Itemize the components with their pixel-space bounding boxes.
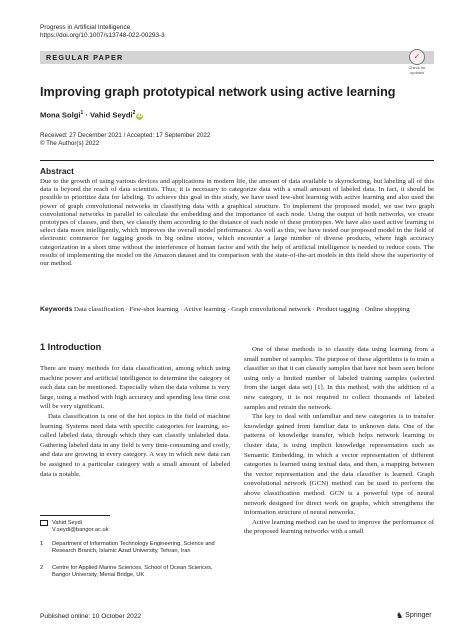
published-online: Published online: 10 October 2022	[40, 613, 142, 620]
paragraph: There are many methods for data classification, among which using machine power and artificial intelligence to determine the category of each data can be mentioned. Especially when the data volume is very large, using a method with high accuracy and spending less time cost will be very significant.	[40, 365, 230, 411]
keywords-text: Data classification · Few-shot learning · Active learning · Graph convolutional network · Product tagging · Online shopping	[73, 306, 410, 313]
footnote-divider	[40, 515, 110, 516]
right-column	[244, 345, 434, 537]
keywords	[40, 306, 434, 314]
corresponding-author	[40, 520, 230, 534]
publisher-logo[interactable]	[396, 611, 432, 620]
affiliation-mark: 2	[40, 565, 44, 571]
received-accepted-dates: Received: 27 December 2021 / Accepted: 17 September 2022	[40, 132, 211, 139]
author-separator: ·	[83, 110, 91, 120]
springer-horse-icon: ♞	[396, 611, 404, 620]
check-updates-label: Check for updates	[408, 65, 426, 75]
check-updates-icon: ✓	[409, 49, 425, 65]
abstract-heading: Abstract	[40, 166, 74, 176]
author-list	[40, 110, 143, 120]
check-for-updates-badge[interactable]	[402, 49, 432, 80]
author-name[interactable]: Mona Solgi	[40, 110, 81, 120]
copyright-line: © The Author(s) 2022	[40, 140, 100, 148]
author-affiliation-mark: 1	[80, 110, 84, 116]
doi-link[interactable]: https://doi.org/10.1007/s13748-022-00293-3	[40, 32, 165, 40]
paragraph: The key to deal with unfamiliar and new categories is to transfer knowledge gained from familiar data to unknown data. One of the patterns of knowledge transfer, which helps network learning to cluster data, is using implicit knowledge representation such as Semantic Embedding, in which a vector representation of different categories is learned using textual data, and then, a mapping between the vector representation and the data classifier is learned. Graph convolutional network (GCN) method can be used to perform the above classification method. GCN is a powerful type of neural network designed for direct work on graphs, which strengthens the information structure of neural networks.	[244, 413, 434, 517]
journal-name: Progress in Artificial Intelligence	[40, 24, 131, 31]
journal-header	[40, 24, 165, 41]
paper-title: Improving graph prototypical network using active learning	[40, 85, 396, 99]
article-dates	[40, 132, 210, 148]
section-heading: 1 Introduction	[40, 342, 102, 352]
keywords-label: Keywords	[40, 306, 73, 313]
paragraph: One of these methods is to classify data using learning from a small number of samples. The purpose of these algorithms is to train a classifier so that it can classify samples that have not been seen before using only a limited number of labeled training samples (selected from the target data set) [1]. In this method, with the addition of a new category, it is not required to collect thousands of labeled samples and retrain the network.	[244, 346, 434, 411]
article-type-bar: REGULAR PAPER	[40, 51, 434, 64]
corresponding-name: Vahid Seydi	[52, 520, 82, 526]
abstract-text: Due to the growth of using various devices and applications in modern life, the amount of data available is skyrocketing, but labeling all of this data is beyond the reach of data scientists. Thus, it is necessary to categorize data with a small amount of labeled data. In fact, it should be possible to prioritize data for labeling. To achieve this goal in this study, we have used few-shot learning with active learning and also used the power of graph convolutional networks in classifying data with a graphical structure. To implement the proposed model, we use two graph convolutional networks in parallel to calculate the embedding and the importance of each node. Using the output of both networks, we create prototypes of classes, and then, we classify them according to the distance of each node of these prototypes. We have also used active learning to select data more intelligently, which improves the overall model performance. As well as this, we have tested our proposed model in the field of electronic commerce for tagging goods in big online stores, which encounter a large number of diverse products, where high accuracy categorization in a short time without the interference of human factor and with the help of artificial intelligence is needed to reduce costs. The results of implementing the model on the Amazon dataset and its comparison with the state-of-the-art models in this field show the superiority of our method.	[40, 178, 434, 268]
author-name[interactable]: Vahid Seydi	[90, 110, 133, 120]
affiliation-text: Centre for Applied Marine Sciences, School of Ocean Sciences, Bangor University, Menai Bridge, UK	[52, 565, 213, 578]
paragraph: Active learning method can be used to improve the performance of the proposed learning networks with a small	[244, 518, 434, 536]
affiliation-text: Department of Information Technology Engineering, Science and Research Branch, Islamic Azad University, Tehran, Iran	[52, 541, 215, 554]
left-column	[40, 364, 230, 479]
corresponding-email[interactable]: V.seydi@bangor.ac.uk	[52, 527, 109, 533]
envelope-icon	[40, 520, 48, 526]
affiliation-1	[40, 541, 230, 555]
publisher-name: Springer	[405, 612, 432, 619]
divider	[40, 160, 434, 161]
author-affiliation-mark: 2	[132, 110, 136, 116]
paragraph: Data classification is one of the hot topics in the field of machine learning. Systems need data with specific categories for learning, so-called labeled data, through which they can classify unlabeled data. Gathering labeled data in any field is very time-consuming and costly, and data are growing in every category. A way in which new data can be assigned to a particular category with a small amount of labeled data is notable.	[40, 412, 230, 478]
affiliation-2	[40, 565, 230, 579]
orcid-icon[interactable]: iD	[137, 112, 143, 119]
affiliation-mark: 1	[40, 541, 44, 547]
